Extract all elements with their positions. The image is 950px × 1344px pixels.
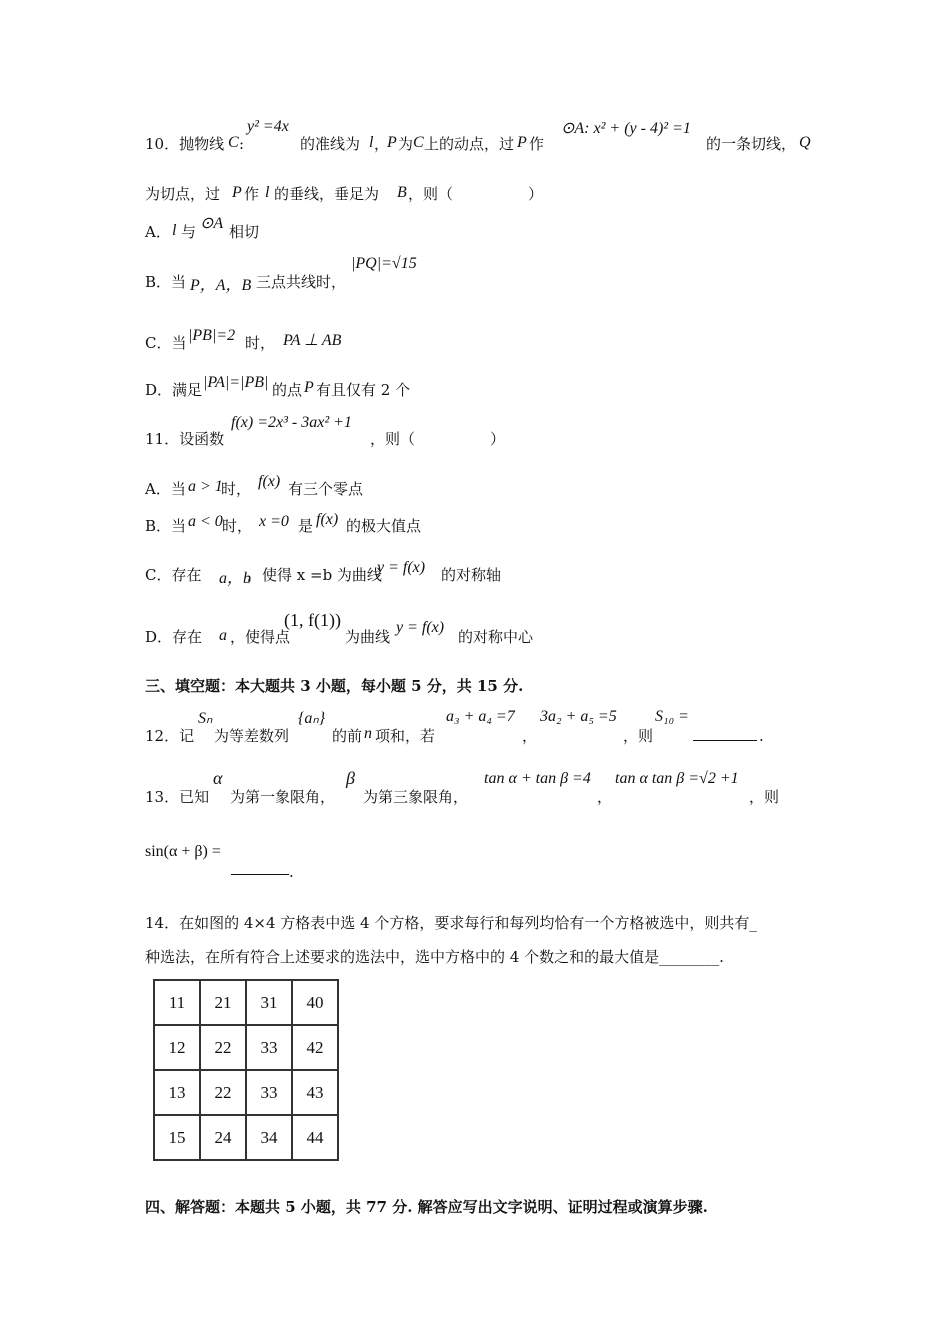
math-circle-A: ⊙A [200,215,224,232]
math: f(x) [258,473,281,490]
math: a < 0 [188,513,223,530]
text: 的极大值点 [346,517,422,535]
math-l: l [172,222,177,239]
text: ，则 [623,727,654,745]
q10-l: l [369,134,374,151]
q14-line1: 14．在如图的 4×4 方格表中选 4 个方格，要求每行和每列均恰有一个方格被选中，则共有_ [145,914,757,932]
q12-blank[interactable] [693,726,757,741]
option-label: A．当 [145,480,186,498]
option-label: C．存在 [145,566,202,584]
option-label: B．当 [145,273,187,291]
text: 为第一象限角， [230,788,336,806]
section-3-heading: 三、填空题：本大题共 3 小题，每小题 5 分，共 15 分. [145,677,524,695]
q10-C2: C [413,134,424,151]
q13-blank[interactable] [231,860,289,875]
math-point: (1, f(1)) [284,610,341,630]
option-label: B．当 [145,517,187,535]
math: y = f(x) [377,559,426,576]
text: ，则 [749,788,780,806]
table-row [154,1115,338,1160]
math: a > 1 [188,478,223,495]
q10-text7: 的一条切线， [706,135,797,153]
table-cell: 34 [246,1115,292,1160]
text: 与 [181,223,197,241]
q10-colon: : [239,135,245,153]
text: . [289,863,294,881]
section-4-heading: 四、解答题：本题共 5 小题，共 77 分. 解答应写出文字说明、证明过程或演算步骤. [145,1198,708,1216]
table-cell: 21 [200,980,246,1025]
q14-grid-table [153,979,339,1161]
math: {aₙ} [298,710,326,727]
text: 为等差数列 [214,727,290,745]
q10-line2-a: 为切点，过 [145,185,221,203]
text: 有且仅有 2 个 [316,381,411,399]
q10-C: C [228,134,239,151]
q10-line2-b: 作 [244,185,260,203]
option-label: A． [145,223,171,241]
math: S₁₀ = [655,708,689,725]
text: 为第三象限角， [363,788,469,806]
q10-circle-eq: ⊙A: x² + (y - 4)² =1 [561,120,691,137]
q10-text4: 为 [398,135,414,153]
q10-text2: 的准线为 [300,135,361,153]
math-alpha: α [213,768,223,788]
table-cell: 40 [292,980,338,1025]
text: . [759,727,764,745]
math: a，b [219,570,252,587]
table-cell: 12 [154,1025,200,1070]
text: ，使得点 [230,628,291,646]
math-pb: |PB|=2 [188,327,236,344]
text: 的对称轴 [441,566,502,584]
text: 的前 [332,727,363,745]
math: tan α tan β =√2 +1 [615,770,739,787]
table-row [154,1070,338,1115]
q10-P: P [387,134,397,151]
q10-line2-B: B [397,184,407,201]
math-pq: |PQ|=√15 [351,255,417,272]
text: ，使得 x =b 为曲线 [247,566,382,584]
table-cell: 13 [154,1070,200,1115]
text: 有三个零点 [288,480,364,498]
text: 时， [222,517,253,535]
option-label: C．当 [145,334,187,352]
option-label: D．存在 [145,628,203,646]
table-cell: 24 [200,1115,246,1160]
q10-line2-d: ，则（ ） [408,185,544,203]
table-cell: 31 [246,980,292,1025]
math: n [364,725,372,742]
table-row [154,980,338,1025]
math: a₃ + a₄ =7 [446,708,515,725]
text: 三点共线时， [256,273,347,291]
text: 时， [245,334,276,352]
text: 相切 [229,223,260,241]
text: ，则（ ） [370,430,506,448]
math-P: P [304,379,314,396]
q10-line2-P: P [232,184,242,201]
table-cell: 15 [154,1115,200,1160]
text: 是 [298,517,314,535]
text: 时， [221,480,252,498]
q10-text3: ， [374,135,390,153]
q13-number: 13．已知 [145,788,210,806]
table-cell: 11 [154,980,200,1025]
q10-Q: Q [799,134,811,151]
q10-line2-l: l [265,184,270,201]
q11-function: f(x) =2x³ - 3ax² +1 [231,414,352,431]
math: y = f(x) [396,619,445,636]
math: x =0 [259,513,289,530]
math: Sₙ [198,710,213,727]
table-cell: 44 [292,1115,338,1160]
math: f(x) [316,511,339,528]
table-cell: 33 [246,1070,292,1115]
table-cell: 42 [292,1025,338,1070]
math: 3a₂ + a₅ =5 [540,708,617,725]
q10-P2: P [517,134,527,151]
q10-line2-c: 的垂线，垂足为 [274,185,380,203]
q14-line2: 种选法，在所有符合上述要求的选法中，选中方格中的 4 个数之和的最大值是________. [145,948,724,966]
option-label: D．满足 [145,381,203,399]
math-sin: sin(α + β) = [145,843,221,860]
q12-number: 12．记 [145,727,195,745]
q10-number: 10．抛物线 [145,135,225,153]
math: tan α + tan β =4 [484,770,591,787]
text: 为曲线 [345,628,391,646]
table-row [154,1025,338,1070]
math-perp: PA ⊥ AB [283,332,342,349]
table-cell: 43 [292,1070,338,1115]
q10-text6: 作 [529,135,545,153]
q11-number: 11．设函数 [145,430,225,448]
text: 的点 [272,381,303,399]
table-cell: 22 [200,1070,246,1115]
text: ， [522,727,538,745]
text: 项和，若 [375,727,436,745]
table-cell: 33 [246,1025,292,1070]
math-beta: β [346,768,355,788]
table-cell: 22 [200,1025,246,1070]
math-points: P，A，B [190,277,252,294]
math-pa-pb: |PA|=|PB| [203,374,269,391]
math: a [219,627,227,644]
text: 的对称中心 [458,628,534,646]
text: ， [597,788,613,806]
q10-text5: 上的动点，过 [424,135,515,153]
q10-parabola: y² =4x [247,118,289,135]
